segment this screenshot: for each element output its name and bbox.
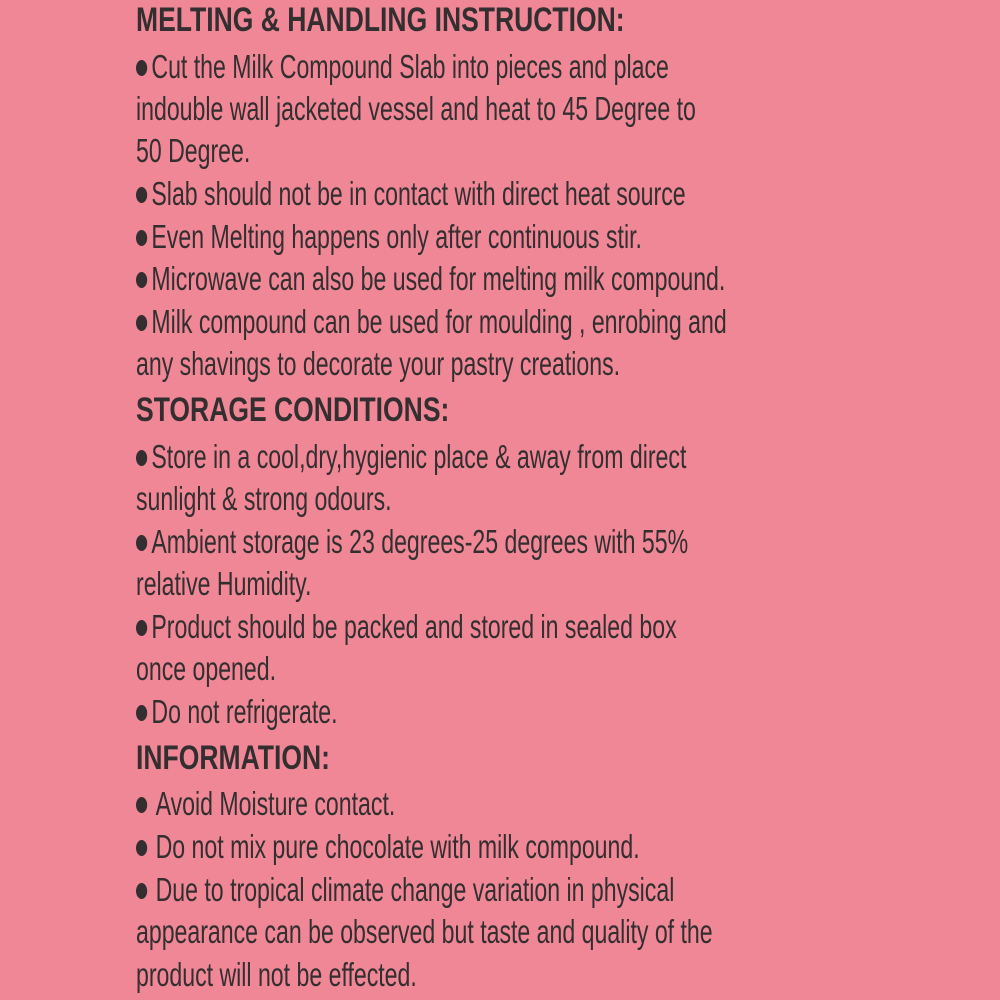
melting-bullet-1-line-3: 50 Degree. xyxy=(136,132,251,169)
storage-bullet-3: Product should be packed and stored in sealed box xyxy=(136,607,677,647)
bullet-icon xyxy=(136,187,147,203)
bullet-icon xyxy=(136,797,147,813)
information-bullet-3-line-3: product will not be effected. xyxy=(136,956,417,993)
storage-bullet-2-line-2: relative Humidity. xyxy=(136,565,312,602)
melting-bullet-3: Even Melting happens only after continuous stir. xyxy=(136,217,642,257)
melting-bullet-1: Cut the Milk Compound Slab into pieces and place xyxy=(136,47,669,87)
bullet-icon xyxy=(136,272,147,288)
bullet-icon xyxy=(136,230,147,246)
melting-bullet-2: Slab should not be in contact with direct heat source xyxy=(136,174,686,214)
bullet-icon xyxy=(136,705,147,721)
storage-bullet-2: Ambient storage is 23 degrees-25 degrees with 55% xyxy=(136,522,688,562)
melting-heading: MELTING & HANDLING INSTRUCTION: xyxy=(136,1,625,39)
melting-bullet-5: Milk compound can be used for moulding , enrobing and xyxy=(136,302,727,342)
melting-bullet-4: Microwave can also be used for melting milk compound. xyxy=(136,259,725,299)
bullet-icon xyxy=(136,315,147,331)
bullet-icon xyxy=(136,883,147,899)
information-bullet-2: Do not mix pure chocolate with milk compound. xyxy=(136,827,640,867)
bullet-icon xyxy=(136,450,147,466)
storage-bullet-1-line-2: sunlight & strong odours. xyxy=(136,480,392,517)
storage-bullet-1: Store in a cool,dry,hygienic place & away from direct xyxy=(136,437,686,477)
melting-bullet-1-line-2: indouble wall jacketed vessel and heat to 45 Degree to xyxy=(136,90,696,127)
bullet-icon xyxy=(136,60,147,76)
bullet-icon xyxy=(136,840,147,856)
storage-bullet-3-line-2: once opened. xyxy=(136,650,277,687)
information-bullet-1: Avoid Moisture contact. xyxy=(136,784,395,824)
bullet-icon xyxy=(136,535,147,551)
information-bullet-3-line-2: appearance can be observed but taste and quality of the xyxy=(136,913,713,950)
information-bullet-3: Due to tropical climate change variation in physical xyxy=(136,870,674,910)
bullet-icon xyxy=(136,620,147,636)
melting-bullet-5-line-2: any shavings to decorate your pastry creations. xyxy=(136,345,621,382)
storage-heading: STORAGE CONDITIONS: xyxy=(136,391,450,429)
storage-bullet-4: Do not refrigerate. xyxy=(136,692,338,732)
information-heading: INFORMATION: xyxy=(136,739,330,777)
